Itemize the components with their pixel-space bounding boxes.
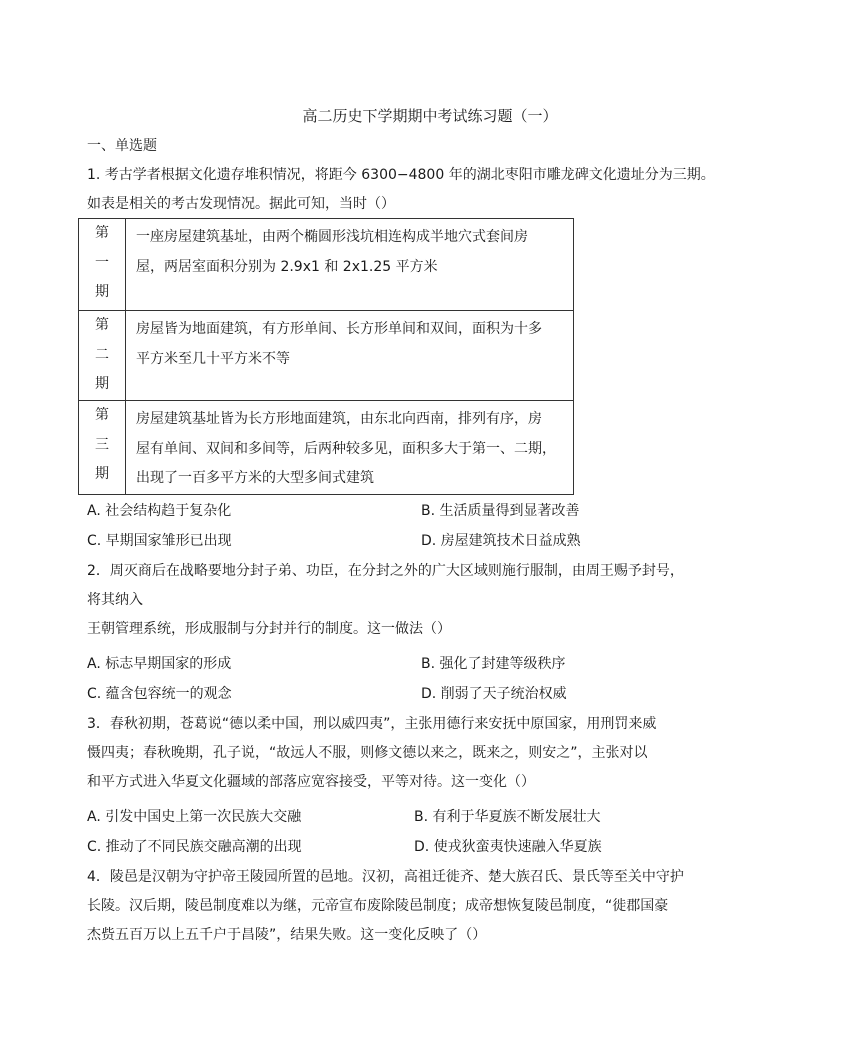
table-cell-description <box>126 401 574 495</box>
period-char: 期 <box>95 284 109 300</box>
q1-archaeology-table <box>78 218 574 495</box>
q2-stem-line-2: 将其纳入 <box>87 592 143 608</box>
table-cell-description <box>126 219 574 311</box>
table-cell-period <box>79 219 126 311</box>
table-cell-period <box>79 401 126 495</box>
q2-stem-line-1: 2．周灭商后在战略要地分封子弟、功臣，在分封之外的广大区域则施行服制，由周王赐予封号， <box>87 563 684 579</box>
description-line: 一座房屋建筑基址，由两个椭圆形浅坑相连构成半地穴式套间房 <box>136 229 528 245</box>
q1-stem-line-2: 如表是相关的考古发现情况。据此可知，当时（） <box>87 196 395 212</box>
period-char: 第 <box>95 225 109 241</box>
description-line: 房屋建筑基址皆为长方形地面建筑，由东北向西南，排列有序，房 <box>136 411 542 427</box>
description-line: 屋有单间、双间和多间等，后两种较多见，面积多大于第一、二期， <box>136 440 556 457</box>
table-row <box>79 401 574 495</box>
q2-option-a[interactable]: A. 标志早期国家的形成 <box>87 656 232 672</box>
section-heading: 一、单选题 <box>87 138 157 154</box>
period-char: 期 <box>95 376 109 392</box>
period-char: 第 <box>95 317 109 333</box>
q2-stem-line-3: 王朝管理系统，形成服制与分封并行的制度。这一做法（） <box>87 621 451 637</box>
period-char: 一 <box>95 254 109 271</box>
table-cell-period <box>79 311 126 401</box>
q3-option-d[interactable]: D. 使戎狄蛮夷快速融入华夏族 <box>414 839 602 855</box>
q1-option-d[interactable]: D. 房屋建筑技术日益成熟 <box>421 533 581 549</box>
description-line: 平方米至几十平方米不等 <box>136 350 290 367</box>
description-line: 屋，两居室面积分别为 2.9x1 和 2x1.25 平方米 <box>136 258 438 275</box>
q4-stem-line-1: 4．陵邑是汉朝为守护帝王陵园所置的邑地。汉初，高祖迁徙齐、楚大族召氏、景氏等至关中守护 <box>87 869 684 885</box>
q1-option-b[interactable]: B. 生活质量得到显著改善 <box>421 503 580 519</box>
q3-option-a[interactable]: A. 引发中国史上第一次民族大交融 <box>87 809 302 825</box>
page-title: 高二历史下学期期中考试练习题（一） <box>302 107 558 125</box>
period-char: 期 <box>95 466 109 482</box>
period-char: 三 <box>95 436 109 453</box>
description-line: 出现了一百多平方米的大型多间式建筑 <box>136 470 374 486</box>
table-cell-description <box>126 311 574 401</box>
q3-option-c[interactable]: C. 推动了不同民族交融高潮的出现 <box>87 839 302 855</box>
q4-stem-line-2: 长陵。汉后期，陵邑制度难以为继，元帝宣布废除陵邑制度；成帝想恢复陵邑制度，“徙郡国豪 <box>87 898 669 914</box>
period-char: 二 <box>95 346 109 363</box>
q1-stem-line-1: 1. 考古学者根据文化遗存堆积情况，将距今 6300−4800 年的湖北枣阳市雕龙碑文化遗址分为三期。 <box>87 167 715 183</box>
q2-option-b[interactable]: B. 强化了封建等级秩序 <box>421 656 566 672</box>
table-row <box>79 311 574 401</box>
q3-option-b[interactable]: B. 有利于华夏族不断发展壮大 <box>414 809 601 825</box>
q2-option-d[interactable]: D. 削弱了天子统治权威 <box>421 686 567 702</box>
q1-option-a[interactable]: A. 社会结构趋于复杂化 <box>87 503 232 519</box>
q3-stem-line-2: 慑四夷；春秋晚期，孔子说，“故远人不服，则修文德以来之，既来之，则安之”，主张对以 <box>87 745 648 761</box>
q1-option-c[interactable]: C. 早期国家雏形已出现 <box>87 533 232 549</box>
description-line: 房屋皆为地面建筑，有方形单间、长方形单间和双间，面积为十多 <box>136 321 542 337</box>
table-row <box>79 219 574 311</box>
q2-option-c[interactable]: C. 蕴含包容统一的观念 <box>87 686 232 702</box>
q4-stem-line-3: 杰赀五百万以上五千户于昌陵”，结果失败。这一变化反映了（） <box>87 927 487 943</box>
q3-stem-line-3: 和平方式进入华夏文化疆域的部落应宽容接受，平等对待。这一变化（） <box>87 774 535 790</box>
period-char: 第 <box>95 407 109 423</box>
q3-stem-line-1: 3．春秋初期，苍葛说“德以柔中国，刑以威四夷”，主张用德行来安抚中原国家，用刑罚来威 <box>87 716 657 732</box>
